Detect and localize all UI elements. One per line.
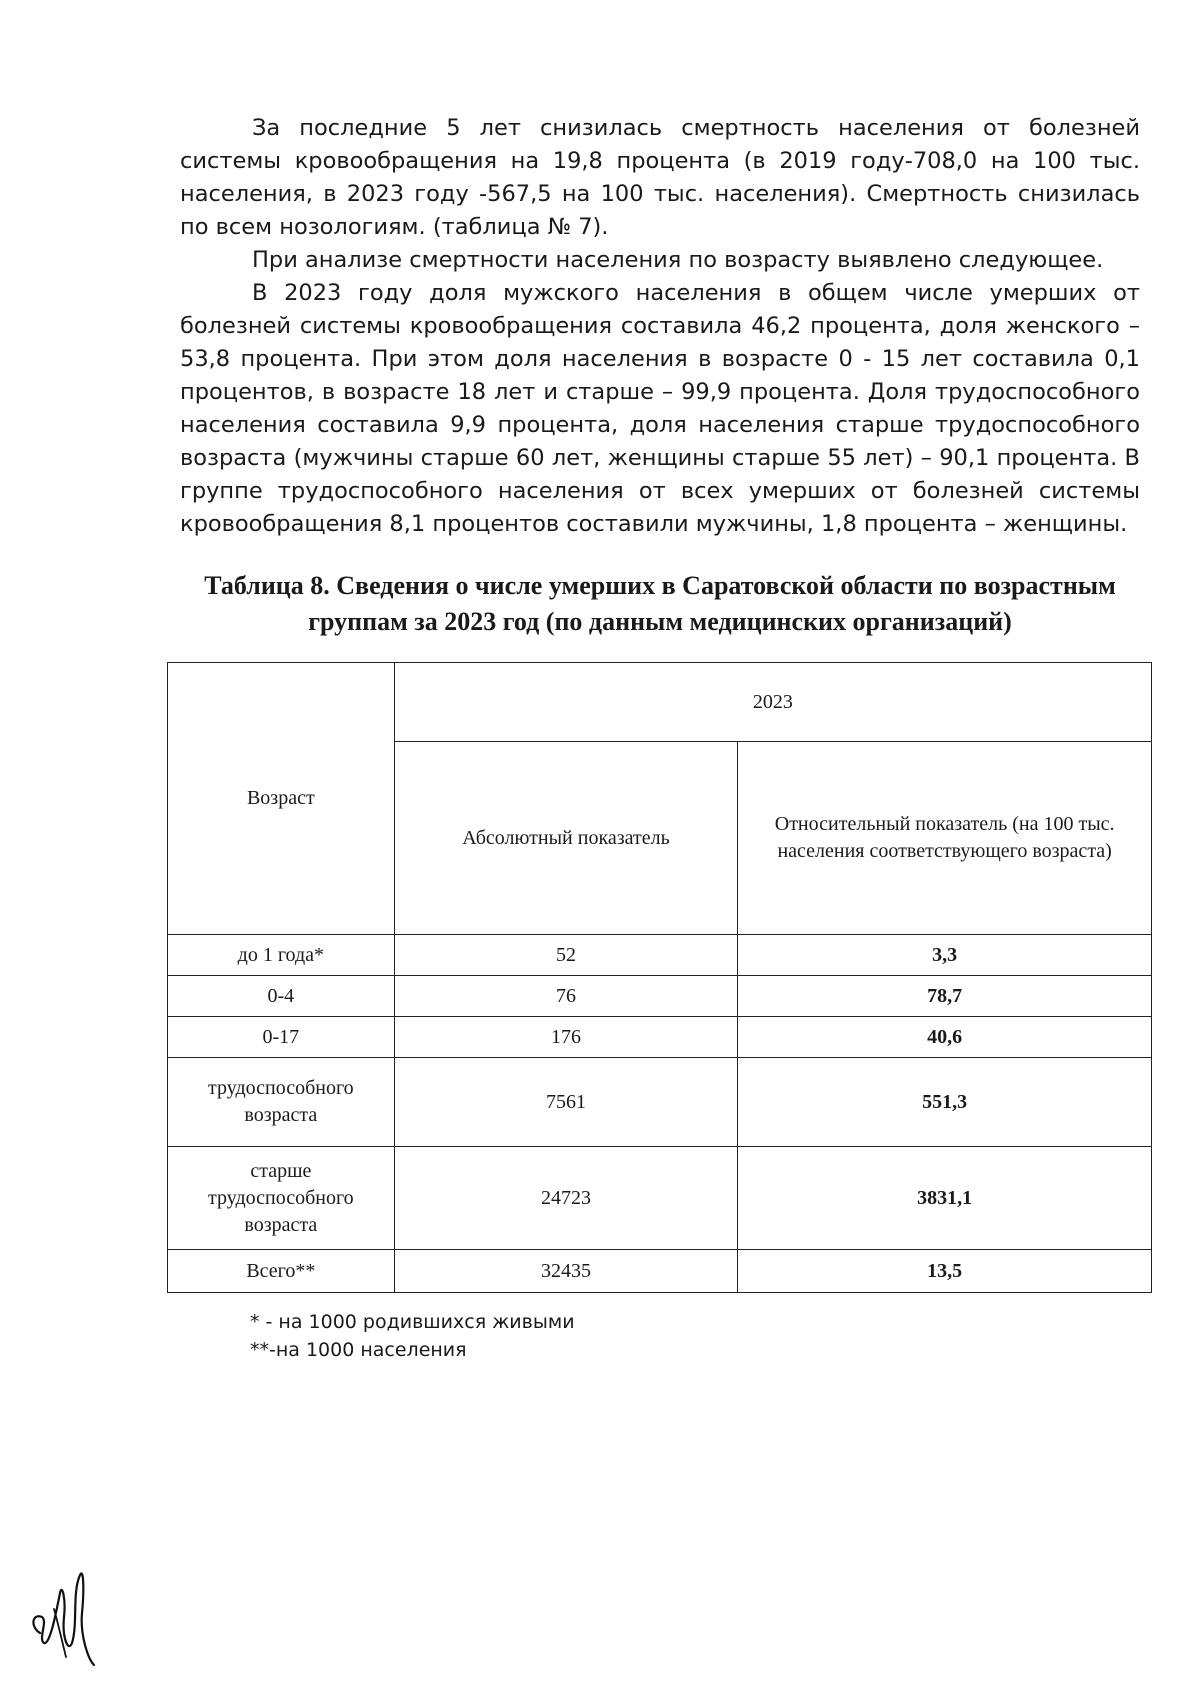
relative-cell: 40,6 <box>738 1017 1152 1058</box>
table-caption: Таблица 8. Сведения о числе умерших в Саратовской области по возрастным группам за 2023 год (по данным медицинских организаций) <box>204 571 1116 636</box>
footnote-2: **-на 1000 населения <box>250 1339 467 1361</box>
mortality-table <box>167 662 1152 1293</box>
paragraph-3: В 2023 году доля мужского населения в общем числе умерших от болезней системы кровообращения составила 46,2 процента, доля женского – 53,8 процента. При этом доля населения в возрасте 0 - 15 лет составила 0,1 процентов, в возрасте 18 лет и старше – 99,9 процента. Доля трудоспособного населения составила 9,9 процента, доля населения старше трудоспособного возраста (мужчины старше 60 лет, женщины старше 55 лет) – 90,1 процента. В группе трудоспособного населения от всех умерших от болезней системы кровообращения 8,1 процентов составили мужчины, 1,8 процента – женщины. <box>180 280 1140 537</box>
table-row <box>168 1058 1152 1147</box>
body-text <box>180 112 1140 541</box>
age-cell: 0-17 <box>168 1017 395 1058</box>
absolute-cell: 76 <box>394 976 738 1017</box>
table-row <box>168 1017 1152 1058</box>
handwritten-signature-icon <box>28 1553 100 1671</box>
relative-cell: 78,7 <box>738 976 1152 1017</box>
paragraph-1: За последние 5 лет снизилась смертность населения от болезней системы кровообращения на 19,8 процента (в 2019 году-708,0 на 100 тыс. населения, в 2023 году -567,5 на 100 тыс. населения). Смертность снизилась по всем нозологиям. (таблица № 7). <box>180 115 1140 240</box>
age-cell: 0-4 <box>168 976 395 1017</box>
absolute-cell: 7561 <box>394 1058 738 1147</box>
relative-cell: 551,3 <box>738 1058 1152 1147</box>
absolute-header: Абсолютный показатель <box>394 742 738 935</box>
age-cell: трудоспособного возраста <box>168 1058 395 1147</box>
absolute-cell: 32435 <box>394 1250 738 1293</box>
absolute-cell: 24723 <box>394 1147 738 1250</box>
absolute-cell: 52 <box>394 935 738 976</box>
footnote-1: * - на 1000 родившихся живыми <box>250 1311 575 1333</box>
paragraph-2: При анализе смертности населения по возрасту выявлено следующее. <box>252 247 1104 273</box>
table-row <box>168 1250 1152 1293</box>
absolute-cell: 176 <box>394 1017 738 1058</box>
age-cell: до 1 года* <box>168 935 395 976</box>
relative-cell: 3,3 <box>738 935 1152 976</box>
table-row <box>168 1147 1152 1250</box>
year-header: 2023 <box>394 663 1151 742</box>
footnotes <box>250 1308 575 1364</box>
table-row <box>168 976 1152 1017</box>
table-row <box>168 935 1152 976</box>
age-cell: старше трудоспособного возраста <box>168 1147 395 1250</box>
age-cell: Всего** <box>168 1250 395 1293</box>
relative-header: Относительный показатель (на 100 тыс. населения соответствующего возраста) <box>738 742 1152 935</box>
relative-cell: 3831,1 <box>738 1147 1152 1250</box>
relative-cell: 13,5 <box>738 1250 1152 1293</box>
age-header: Возраст <box>168 663 395 935</box>
